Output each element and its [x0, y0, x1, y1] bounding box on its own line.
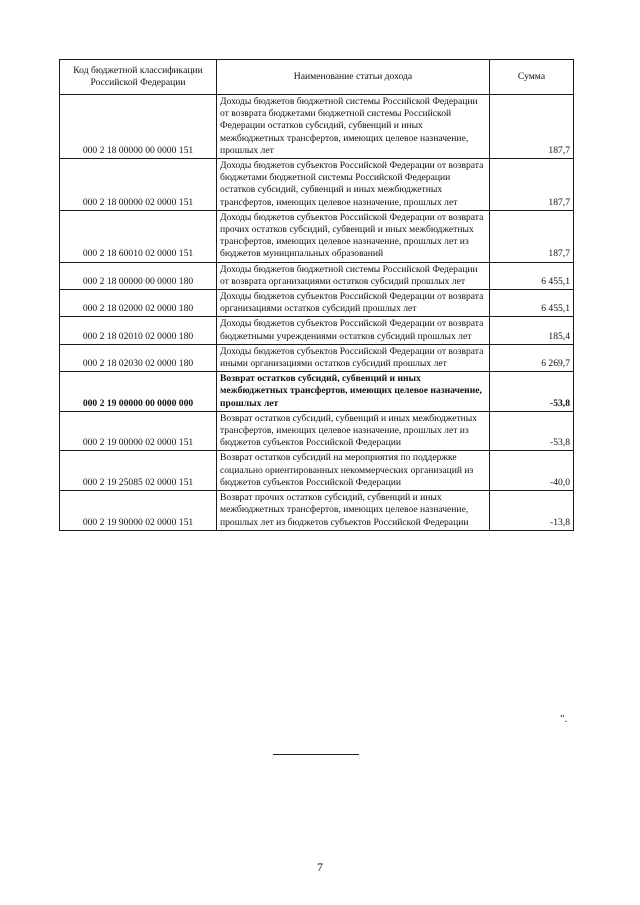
table-row: [60, 290, 574, 317]
revenue-name-cell: Доходы бюджетов субъектов Российской Федерации от возврата бюджетными учреждениями остатков субсидий прошлых лет: [217, 317, 490, 344]
table-header-row: [60, 60, 574, 95]
table-row: [60, 344, 574, 371]
header-code: Код бюджетной классификации Российской Федерации: [60, 60, 217, 95]
table-row: [60, 95, 574, 159]
budget-code-cell: 000 2 19 00000 00 0000 000: [60, 372, 217, 412]
budget-code-cell: 000 2 18 00000 00 0000 151: [60, 95, 217, 159]
table-row: [60, 210, 574, 262]
revenue-name-cell: Доходы бюджетов субъектов Российской Федерации от возврата иными организациями остатков субсидий прошлых лет: [217, 344, 490, 371]
budget-code-cell: 000 2 19 25085 02 0000 151: [60, 451, 217, 491]
amount-cell: 187,7: [490, 210, 574, 262]
table-row: [60, 372, 574, 412]
revenue-name-cell: Возврат остатков субсидий, субвенций и иных межбюджетных трансфертов, имеющих целевое назначение, прошлых лет: [217, 372, 490, 412]
budget-code-cell: 000 2 18 00000 02 0000 151: [60, 159, 217, 211]
revenue-name-cell: Возврат прочих остатков субсидий, субвенций и иных межбюджетных трансфертов, имеющих целевое назначение, прошлых лет из бюджетов субъектов Российской Федерации: [217, 491, 490, 531]
table-row: [60, 411, 574, 451]
revenue-name-cell: Возврат остатков субсидий на мероприятия по поддержке социально ориентированных некоммерческих организаций из бюджетов субъектов Российской Федерации: [217, 451, 490, 491]
amount-cell: 187,7: [490, 159, 574, 211]
budget-code-cell: 000 2 18 02000 02 0000 180: [60, 290, 217, 317]
budget-code-cell: 000 2 18 00000 00 0000 180: [60, 262, 217, 289]
table-row: [60, 159, 574, 211]
page-number: 7: [317, 860, 323, 874]
amount-cell: 6 455,1: [490, 290, 574, 317]
footnote-divider: [273, 754, 359, 755]
amount-cell: 6 455,1: [490, 262, 574, 289]
revenue-name-cell: Доходы бюджетов субъектов Российской Федерации от возврата бюджетами бюджетной системы Российской Федерации остатков субсидий, субвенций и иных межбюджетных трансфертов, имеющих целевое назначение, прошлых лет: [217, 159, 490, 211]
amount-cell: 185,4: [490, 317, 574, 344]
table-row: [60, 317, 574, 344]
amount-cell: 6 269,7: [490, 344, 574, 371]
table-row: [60, 262, 574, 289]
revenue-name-cell: Доходы бюджетов субъектов Российской Федерации от возврата организациями остатков субсидий прошлых лет: [217, 290, 490, 317]
amount-cell: -53,8: [490, 372, 574, 412]
budget-code-cell: 000 2 18 60010 02 0000 151: [60, 210, 217, 262]
revenue-name-cell: Доходы бюджетов бюджетной системы Российской Федерации от возврата организациями остатков субсидий прошлых лет: [217, 262, 490, 289]
revenue-name-cell: Доходы бюджетов бюджетной системы Российской Федерации от возврата бюджетами бюджетной системы Российской Федерации остатков субсидий, субвенций и иных межбюджетных трансфертов, имеющих целевое назначение, прошлых лет: [217, 95, 490, 159]
closing-quote-mark: ".: [560, 713, 568, 725]
table-row: [60, 451, 574, 491]
header-amount: Сумма: [490, 60, 574, 95]
amount-cell: 187,7: [490, 95, 574, 159]
budget-code-cell: 000 2 19 90000 02 0000 151: [60, 491, 217, 531]
header-name: Наименование статьи дохода: [217, 60, 490, 95]
table-body: [60, 95, 574, 531]
budget-code-cell: 000 2 18 02030 02 0000 180: [60, 344, 217, 371]
revenue-name-cell: Доходы бюджетов субъектов Российской Федерации от возврата прочих остатков субсидий, субвенций и иных межбюджетных трансфертов, имеющих целевое назначение, прошлых лет из бюджетов муниципальных образований: [217, 210, 490, 262]
budget-revenue-table: [59, 59, 574, 531]
amount-cell: -40,0: [490, 451, 574, 491]
table-row: [60, 491, 574, 531]
budget-code-cell: 000 2 18 02010 02 0000 180: [60, 317, 217, 344]
budget-code-cell: 000 2 19 00000 02 0000 151: [60, 411, 217, 451]
amount-cell: -13,8: [490, 491, 574, 531]
amount-cell: -53,8: [490, 411, 574, 451]
revenue-name-cell: Возврат остатков субсидий, субвенций и иных межбюджетных трансфертов, имеющих целевое назначение, прошлых лет из бюджетов субъектов Российской Федерации: [217, 411, 490, 451]
